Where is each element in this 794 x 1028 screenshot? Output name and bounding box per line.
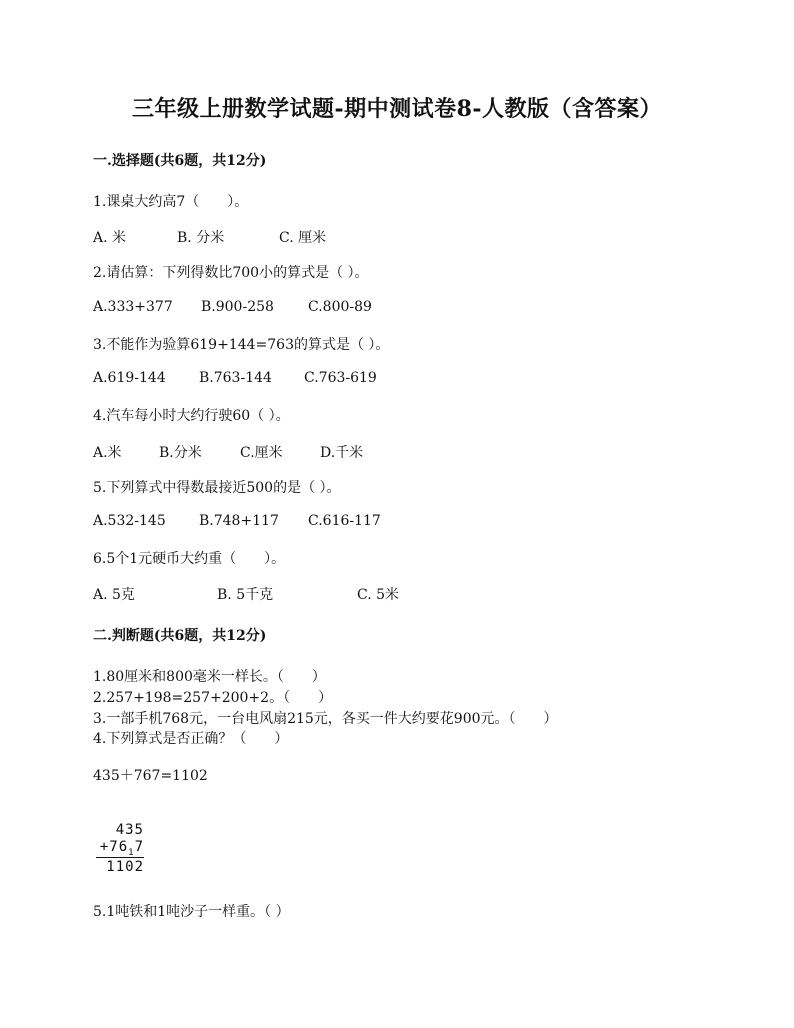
judge-question: 2.257+198=257+200+2。（ ） bbox=[93, 690, 333, 706]
option: C.800-89 bbox=[308, 299, 372, 315]
option: B.分米 bbox=[159, 445, 202, 461]
option: A.333+377 bbox=[93, 299, 173, 315]
option: A.米 bbox=[93, 445, 122, 461]
options-row bbox=[93, 513, 713, 533]
options-row bbox=[93, 442, 713, 462]
option: A.619-144 bbox=[93, 370, 166, 386]
option: C.763-619 bbox=[304, 370, 377, 386]
addend-second: $+76_17$ bbox=[99, 839, 144, 858]
option: C. 厘米 bbox=[279, 230, 327, 246]
question-text: 5.下列算式中得数最接近500的是（ ）。 bbox=[93, 480, 341, 496]
option: B.763-144 bbox=[199, 370, 272, 386]
options-row bbox=[93, 227, 713, 247]
option: B. 分米 bbox=[177, 230, 225, 246]
section-heading-choice: 一.选择题(共6题，共12分) bbox=[93, 153, 267, 169]
judge-question: 3.一部手机768元，一台电风扇215元，各买一件大约要花900元。（ ） bbox=[93, 711, 558, 727]
carry-digit: 1 bbox=[128, 847, 135, 858]
option: B.900-258 bbox=[201, 299, 274, 315]
option: A. 米 bbox=[93, 230, 127, 246]
option: B.748+117 bbox=[199, 513, 279, 529]
plus-sign: + bbox=[99, 839, 110, 855]
question-text: 3.不能作为验算619+144=763的算式是（ ）。 bbox=[93, 337, 390, 353]
addend-top: 435 bbox=[115, 822, 144, 838]
option: C.616-117 bbox=[308, 513, 381, 529]
section-heading-judge: 二.判断题(共6题，共12分) bbox=[93, 628, 267, 644]
option: A.532-145 bbox=[93, 513, 166, 529]
vertical-addition bbox=[96, 822, 144, 876]
sum-result: 1102 bbox=[106, 859, 144, 875]
question-text: 1.课桌大约高7（ ）。 bbox=[93, 194, 249, 210]
page-title: 三年级上册数学试题-期中测试卷8-人教版（含答案） bbox=[131, 96, 663, 122]
options-row bbox=[93, 299, 713, 319]
equation: 435＋767=1102 bbox=[93, 768, 208, 784]
question-text: 6.5个1元硬币大约重（ ）。 bbox=[93, 551, 286, 567]
question-text: 4.汽车每小时大约行驶60（ ）。 bbox=[93, 408, 290, 424]
options-row bbox=[93, 370, 713, 390]
judge-question: 5.1吨铁和1吨沙子一样重。（ ） bbox=[93, 904, 290, 920]
judge-question: 1.80厘米和800毫米一样长。（ ） bbox=[93, 669, 326, 685]
option: A. 5克 bbox=[93, 587, 135, 603]
question-text: 2.请估算：下列得数比700小的算式是（ ）。 bbox=[93, 265, 369, 281]
options-row bbox=[93, 584, 713, 604]
option: B. 5千克 bbox=[217, 587, 274, 603]
judge-question: 4.下列算式是否正确？（ ） bbox=[93, 731, 289, 747]
option: C. 5米 bbox=[357, 587, 400, 603]
option: C.厘米 bbox=[240, 445, 283, 461]
sum-rule bbox=[96, 857, 144, 858]
option: D.千米 bbox=[320, 445, 364, 461]
